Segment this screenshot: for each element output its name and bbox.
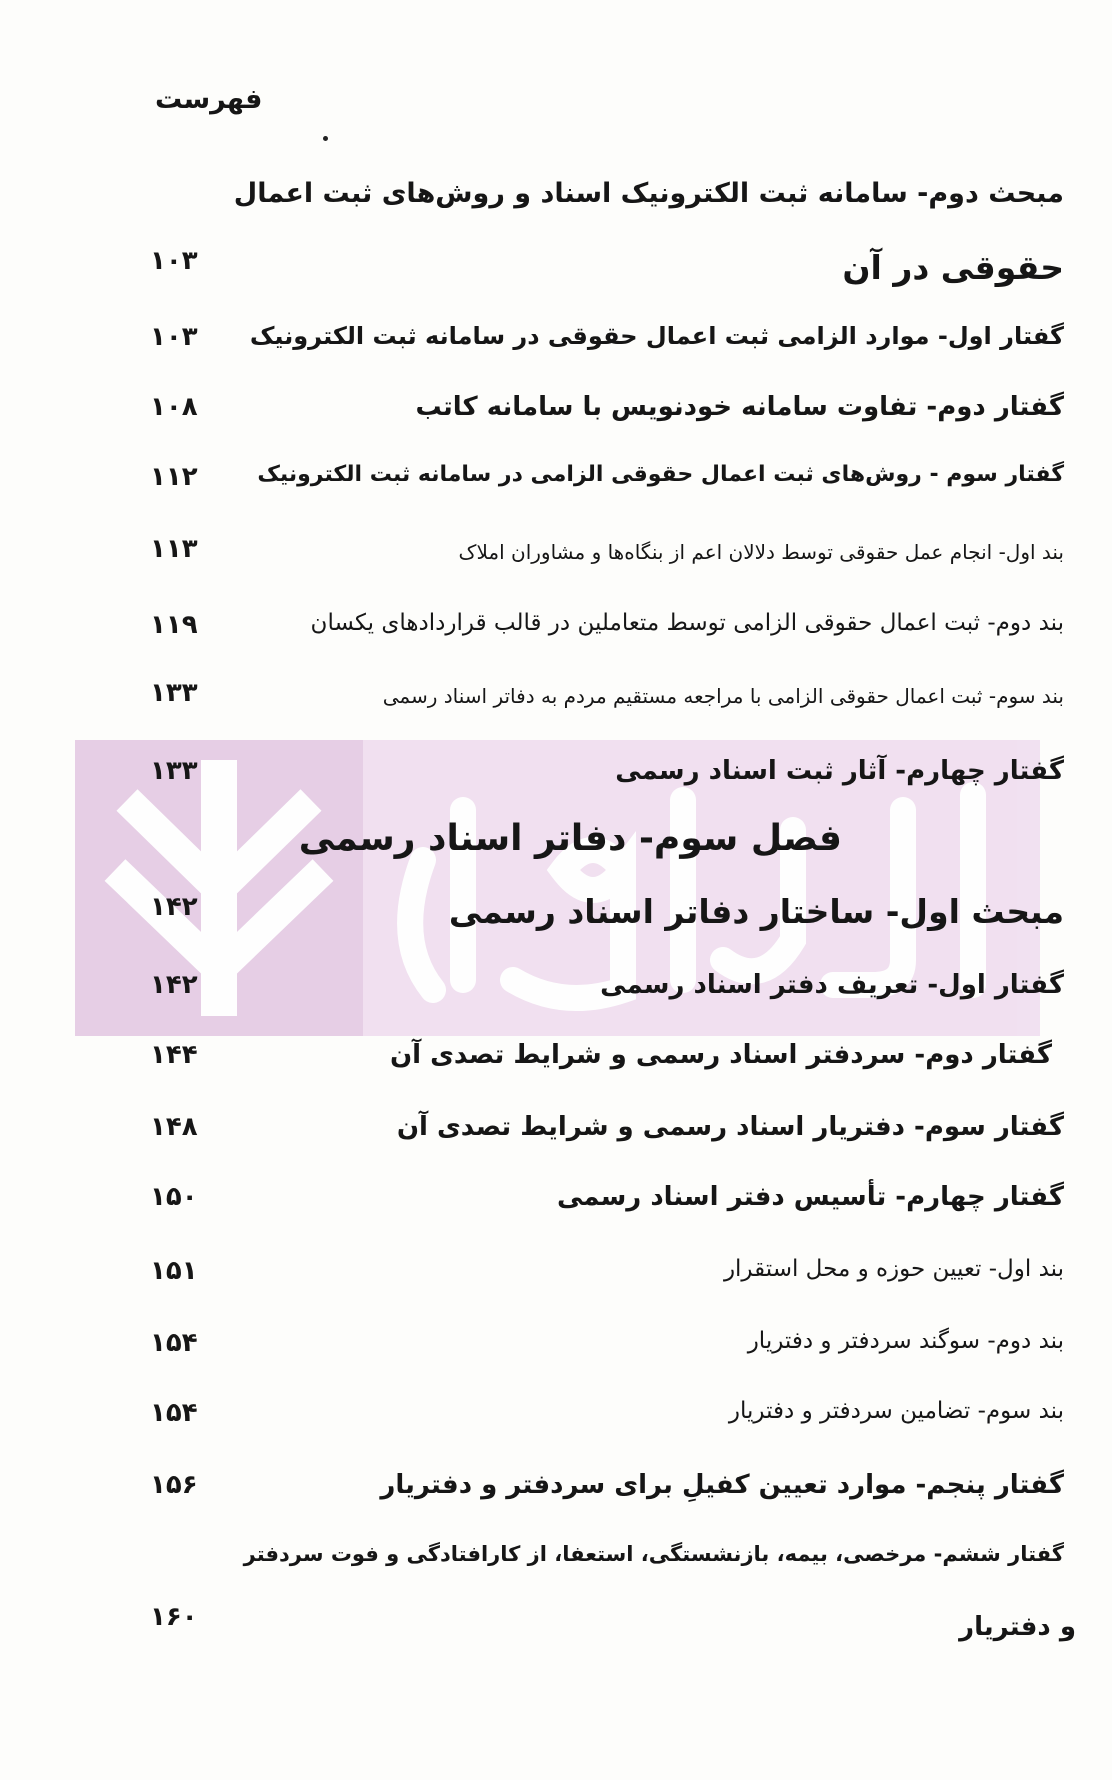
toc-entry-title: مبحث دوم- سامانه ثبت الکترونیک اسناد و روش‌های ثبت اعمال	[233, 178, 1064, 209]
toc-page-number: ۱۴۲	[150, 892, 198, 922]
toc-entry-title: فصل سوم- دفاتر اسناد رسمی	[298, 818, 842, 859]
toc-entry	[0, 1040, 1112, 1100]
toc-entry-title: بند سوم- تضامین سردفتر و دفتریار	[728, 1398, 1064, 1424]
ink-dot	[323, 136, 328, 141]
toc-entry	[0, 970, 1112, 1030]
toc-entry-title: گفتار سوم- دفتریار اسناد رسمی و شرایط تصدی آن	[396, 1112, 1064, 1142]
toc-entry	[0, 610, 1112, 670]
toc-entry	[0, 1256, 1112, 1316]
toc-entry-continuation	[0, 248, 1112, 308]
toc-page-number: ۱۴۸	[150, 1112, 198, 1142]
toc-entry	[0, 1182, 1112, 1242]
toc-page-number: ۱۵۰	[150, 1182, 198, 1212]
toc-entry-title: گفتار ششم- مرخصی، بیمه، بازنشستگی، استعفا، از کارافتادگی و فوت سردفتر	[243, 1542, 1064, 1566]
toc-entry	[0, 534, 1112, 600]
toc-page-number: ۱۵۶	[150, 1470, 198, 1500]
toc-entry-title: حقوقی در آن	[842, 248, 1064, 287]
toc-entry	[0, 892, 1112, 952]
toc-page-number: ۱۰۳	[150, 246, 198, 276]
toc-page-number: ۱۳۳	[150, 678, 198, 708]
toc-entry	[0, 178, 1112, 238]
toc-entry-title: بند دوم- سوگند سردفتر و دفتریار	[747, 1328, 1064, 1354]
toc-entry	[0, 678, 1112, 744]
toc-entry-title: گفتار اول- موارد الزامی ثبت اعمال حقوقی در سامانه ثبت الکترونیک	[249, 322, 1064, 350]
toc-entry	[0, 1542, 1112, 1602]
toc-page-number: ۱۶۰	[150, 1602, 198, 1632]
toc-page-number: ۱۴۲	[150, 970, 198, 1000]
toc-entry-title: بند اول- انجام عمل حقوقی توسط دلالان اعم از بنگاه‌ها و مشاوران املاک	[458, 540, 1064, 564]
toc-entry	[0, 462, 1112, 522]
toc-entry-title: بند دوم- ثبت اعمال حقوقی الزامی توسط متعاملین در قالب قراردادهای یکسان	[310, 610, 1064, 636]
toc-page-number: ۱۵۴	[150, 1398, 198, 1428]
toc-page-number: ۱۱۳	[150, 534, 198, 564]
toc-page-number: ۱۱۲	[150, 462, 198, 492]
toc-entry-title: گفتار پنجم- موارد تعیین کفیلِ برای سردفتر و دفتریار	[380, 1470, 1064, 1500]
toc-entry-title: بند اول- تعیین حوزه و محل استقرار	[723, 1256, 1064, 1282]
toc-entry	[0, 1112, 1112, 1172]
toc-entry-title: و دفتریار	[959, 1612, 1076, 1642]
page-header: فهرست	[155, 84, 263, 115]
toc-page-number: ۱۵۴	[150, 1328, 198, 1358]
toc-page-number: ۱۳۳	[150, 756, 198, 786]
toc-page-number: ۱۰۳	[150, 322, 198, 352]
toc-entry-continuation	[0, 1602, 1112, 1672]
toc-entry-title: گفتار اول- تعریف دفتر اسناد رسمی	[600, 970, 1064, 1000]
toc-entry-title: بند سوم- ثبت اعمال حقوقی الزامی با مراجعه مستقیم مردم به دفاتر اسناد رسمی	[382, 684, 1064, 708]
toc-entry	[0, 1398, 1112, 1458]
toc-entry-title: مبحث اول- ساختار دفاتر اسناد رسمی	[448, 892, 1064, 931]
toc-entry	[0, 1328, 1112, 1388]
toc-entry	[0, 322, 1112, 382]
toc-entry	[0, 1470, 1112, 1530]
toc-page-number: ۱۰۸	[150, 392, 198, 422]
toc-entry	[0, 392, 1112, 452]
toc-entry-title: گفتار چهارم- آثار ثبت اسناد رسمی	[615, 756, 1064, 786]
toc-page-number: ۱۵۱	[150, 1256, 198, 1286]
toc-entry-title: گفتار چهارم- تأسیس دفتر اسناد رسمی	[557, 1182, 1064, 1212]
toc-entry	[0, 756, 1112, 816]
toc-entry-title: گفتار دوم- تفاوت سامانه خودنویس با سامانه کاتب	[415, 392, 1064, 422]
toc-page-number: ۱۱۹	[150, 610, 198, 640]
toc-chapter-heading	[0, 818, 1112, 878]
toc-entry-title: گفتار دوم- سردفتر اسناد رسمی و شرایط تصدی آن	[389, 1040, 1052, 1070]
toc-page-number: ۱۴۴	[150, 1040, 198, 1070]
toc-entry-title: گفتار سوم - روش‌های ثبت اعمال حقوقی الزامی در سامانه ثبت الکترونیک	[257, 462, 1064, 487]
